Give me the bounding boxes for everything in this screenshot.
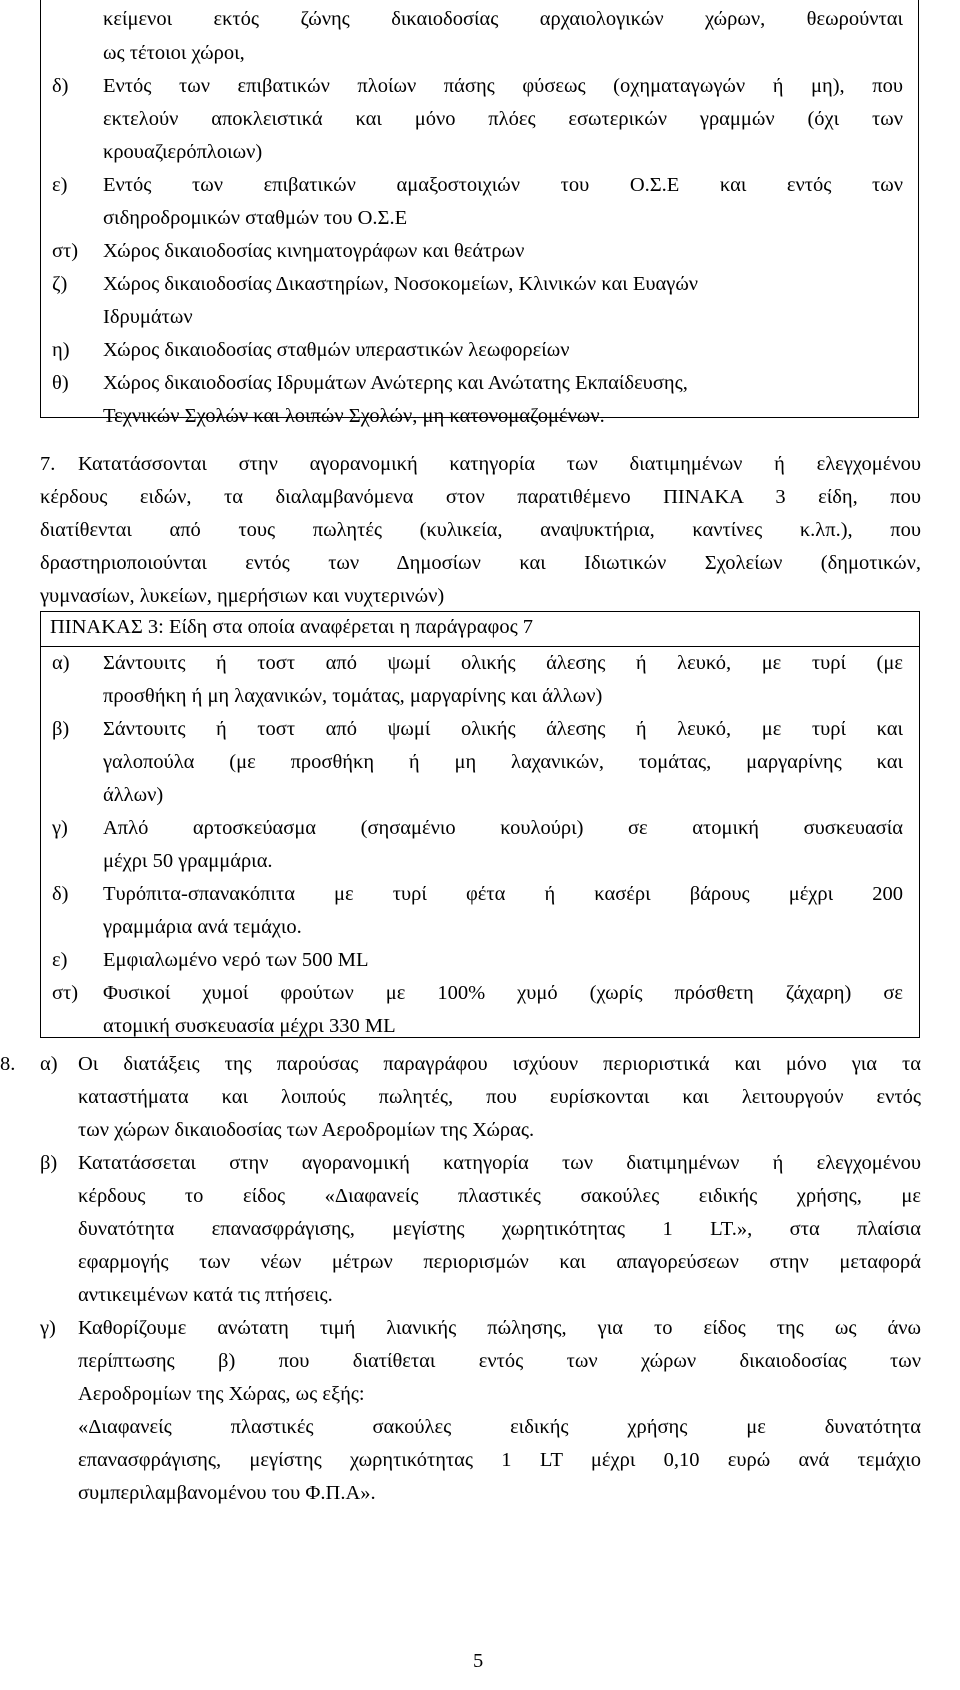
box1-item-line: Χώρος δικαιοδοσίας Ιδρυμάτων Ανώτερης και Ανώτατης Εκπαίδευσης,: [103, 372, 688, 394]
section-8-item-line: των χώρων δικαιοδοσίας των Αεροδρομίων της Χώρας.: [78, 1119, 535, 1141]
section-8-item-line: Αεροδρομίων της Χώρας, ως εξής:: [78, 1383, 365, 1405]
section-8-item-line: αντικειμένων κατά τις πτήσεις.: [78, 1284, 333, 1306]
table-3-item-label: γ): [52, 817, 68, 839]
box1-continuation-line: ως τέτοιοι χώροι,: [103, 42, 245, 64]
table-3-item-label: στ): [52, 982, 79, 1004]
section-7-line: γυμνασίων, λυκείων, ημερήσιων και νυχτερινών): [40, 585, 445, 607]
section-8-item-label: α): [40, 1053, 58, 1075]
table-3-item-label: δ): [52, 883, 69, 905]
section-8-item-line: «Διαφανείς πλαστικές σακούλες ειδικής χρήσης με δυνατότητα: [78, 1416, 921, 1438]
section-8-item-line: Οι διατάξεις της παρούσας παραγράφου ισχύουν περιοριστικά και μόνο για τα: [78, 1053, 921, 1075]
box1-item-line: Εντός των επιβατικών αμαξοστοιχιών του Ο.Σ.Ε και εντός των: [103, 174, 903, 196]
section-7-line: κέρδους ειδών, τα διαλαμβανόμενα στον παρατιθέμενο ΠΙΝΑΚΑ 3 είδη, που: [40, 486, 921, 508]
table-3-item-line: Σάντουιτς ή τοστ από ψωμί ολικής άλεσης ή λευκό, με τυρί (με: [103, 652, 903, 674]
table-3-item-line: Εμφιαλωμένο νερό των 500 ML: [103, 949, 369, 971]
section-7-line: διατίθενται από τους πωλητές (κυλικεία, αναψυκτήρια, καντίνες κ.λπ.), που: [40, 519, 921, 541]
section-7-number: 7.: [40, 453, 56, 475]
section-8-item-line: κέρδους το είδος «Διαφανείς πλαστικές σακούλες ειδικής χρήσης, με: [78, 1185, 921, 1207]
section-8-item-line: Καθορίζουμε ανώτατη τιμή λιανικής πώλησης, για το είδος της ως άνω: [78, 1317, 921, 1339]
section-8-item-line: περίπτωσης β) που διατίθεται εντός των χώρων δικαιοδοσίας των: [78, 1350, 921, 1372]
box1-item-line: Χώρος δικαιοδοσίας κινηματογράφων και θεάτρων: [103, 240, 525, 262]
box1-item-label: δ): [52, 75, 69, 97]
box1-item-line: Χώρος δικαιοδοσίας σταθμών υπεραστικών λεωφορείων: [103, 339, 570, 361]
box1-item-label: ζ): [52, 273, 68, 295]
section-7-line: δραστηριοποιούνται εντός των Δημοσίων και Ιδιωτικών Σχολείων (δημοτικών,: [40, 552, 921, 574]
page-number: 5: [473, 1650, 484, 1672]
table-3-item-line: γαλοπούλα (με προσθήκη ή μη λαχανικών, τομάτας, μαργαρίνης και: [103, 751, 903, 773]
box1-item-line: Εντός των επιβατικών πλοίων πάσης φύσεως (οχηματαγωγών ή μη), που: [103, 75, 903, 97]
section-8-item-line: συμπεριλαμβανομένου του Φ.Π.Α».: [78, 1482, 376, 1504]
table-3-item-line: άλλων): [103, 784, 164, 806]
box1-continuation-line: κείμενοι εκτός ζώνης δικαιοδοσίας αρχαιολογικών χώρων, θεωρούνται: [103, 8, 903, 30]
box1-item-line: εκτελούν αποκλειστικά και μόνο πλόες εσωτερικών γραμμών (όχι των: [103, 108, 903, 130]
table-3-item-line: Απλό αρτοσκεύασμα (σησαμένιο κουλούρι) σε ατομική συσκευασία: [103, 817, 903, 839]
table-3-item-line: μέχρι 50 γραμμάρια.: [103, 850, 273, 872]
box1-item-line: Χώρος δικαιοδοσίας Δικαστηρίων, Νοσοκομείων, Κλινικών και Ευαγών: [103, 273, 699, 295]
box1-item-line: Τεχνικών Σχολών και λοιπών Σχολών, μη κατονομαζομένων.: [103, 405, 605, 427]
section-8-item-line: Κατατάσσεται στην αγορανομική κατηγορία των διατιμημένων ή ελεγχομένου: [78, 1152, 921, 1174]
section-8-number: 8.: [0, 1053, 16, 1075]
section-8-item-line: επανασφράγισης, μεγίστης χωρητικότητας 1 LT μέχρι 0,10 ευρώ ανά τεμάχιο: [78, 1449, 921, 1471]
table-3-item-line: Φυσικοί χυμοί φρούτων με 100% χυμό (χωρίς πρόσθετη ζάχαρη) σε: [103, 982, 903, 1004]
section-8-item-label: β): [40, 1152, 58, 1174]
box1-item-line: Ιδρυμάτων: [103, 306, 193, 328]
table-3-item-line: προσθήκη ή μη λαχανικών, τομάτας, μαργαρίνης και άλλων): [103, 685, 603, 707]
table-3-item-label: β): [52, 718, 70, 740]
table-3-item-line: ατομική συσκευασία μέχρι 330 ML: [103, 1015, 396, 1037]
table-3-item-line: γραμμάρια ανά τεμάχιο.: [103, 916, 302, 938]
section-8-item-line: εφαρμογής των νέων μέτρων περιορισμών και απαγορεύσεων στην μεταφορά: [78, 1251, 921, 1273]
table-3-title: ΠΙΝΑΚΑΣ 3: Είδη στα οποία αναφέρεται η παράγραφος 7: [50, 616, 534, 638]
section-8-item-line: δυνατότητα επανασφράγισης, μεγίστης χωρητικότητας 1 LT.», στα πλαίσια: [78, 1218, 921, 1240]
section-8-item-line: καταστήματα και λοιπούς πωλητές, που ευρίσκονται και λειτουργούν εντός: [78, 1086, 921, 1108]
table-3-item-label: ε): [52, 949, 68, 971]
table-3-item-line: Σάντουιτς ή τοστ από ψωμί ολικής άλεσης ή λευκό, με τυρί και: [103, 718, 903, 740]
box1-item-label: η): [52, 339, 70, 361]
section-7-line: Κατατάσσονται στην αγορανομική κατηγορία των διατιμημένων ή ελεγχομένου: [78, 453, 921, 475]
section-8-item-label: γ): [40, 1317, 56, 1339]
box1-item-label: θ): [52, 372, 69, 394]
box1-item-label: στ): [52, 240, 79, 262]
box1-item-line: σιδηροδρομικών σταθμών του Ο.Σ.Ε: [103, 207, 408, 229]
table-3-item-line: Τυρόπιτα-σπανακόπιτα με τυρί φέτα ή κασέρι βάρους μέχρι 200: [103, 883, 903, 905]
table-3-item-label: α): [52, 652, 70, 674]
box1-item-line: κρουαζιερόπλοιων): [103, 141, 263, 163]
box1-item-label: ε): [52, 174, 68, 196]
